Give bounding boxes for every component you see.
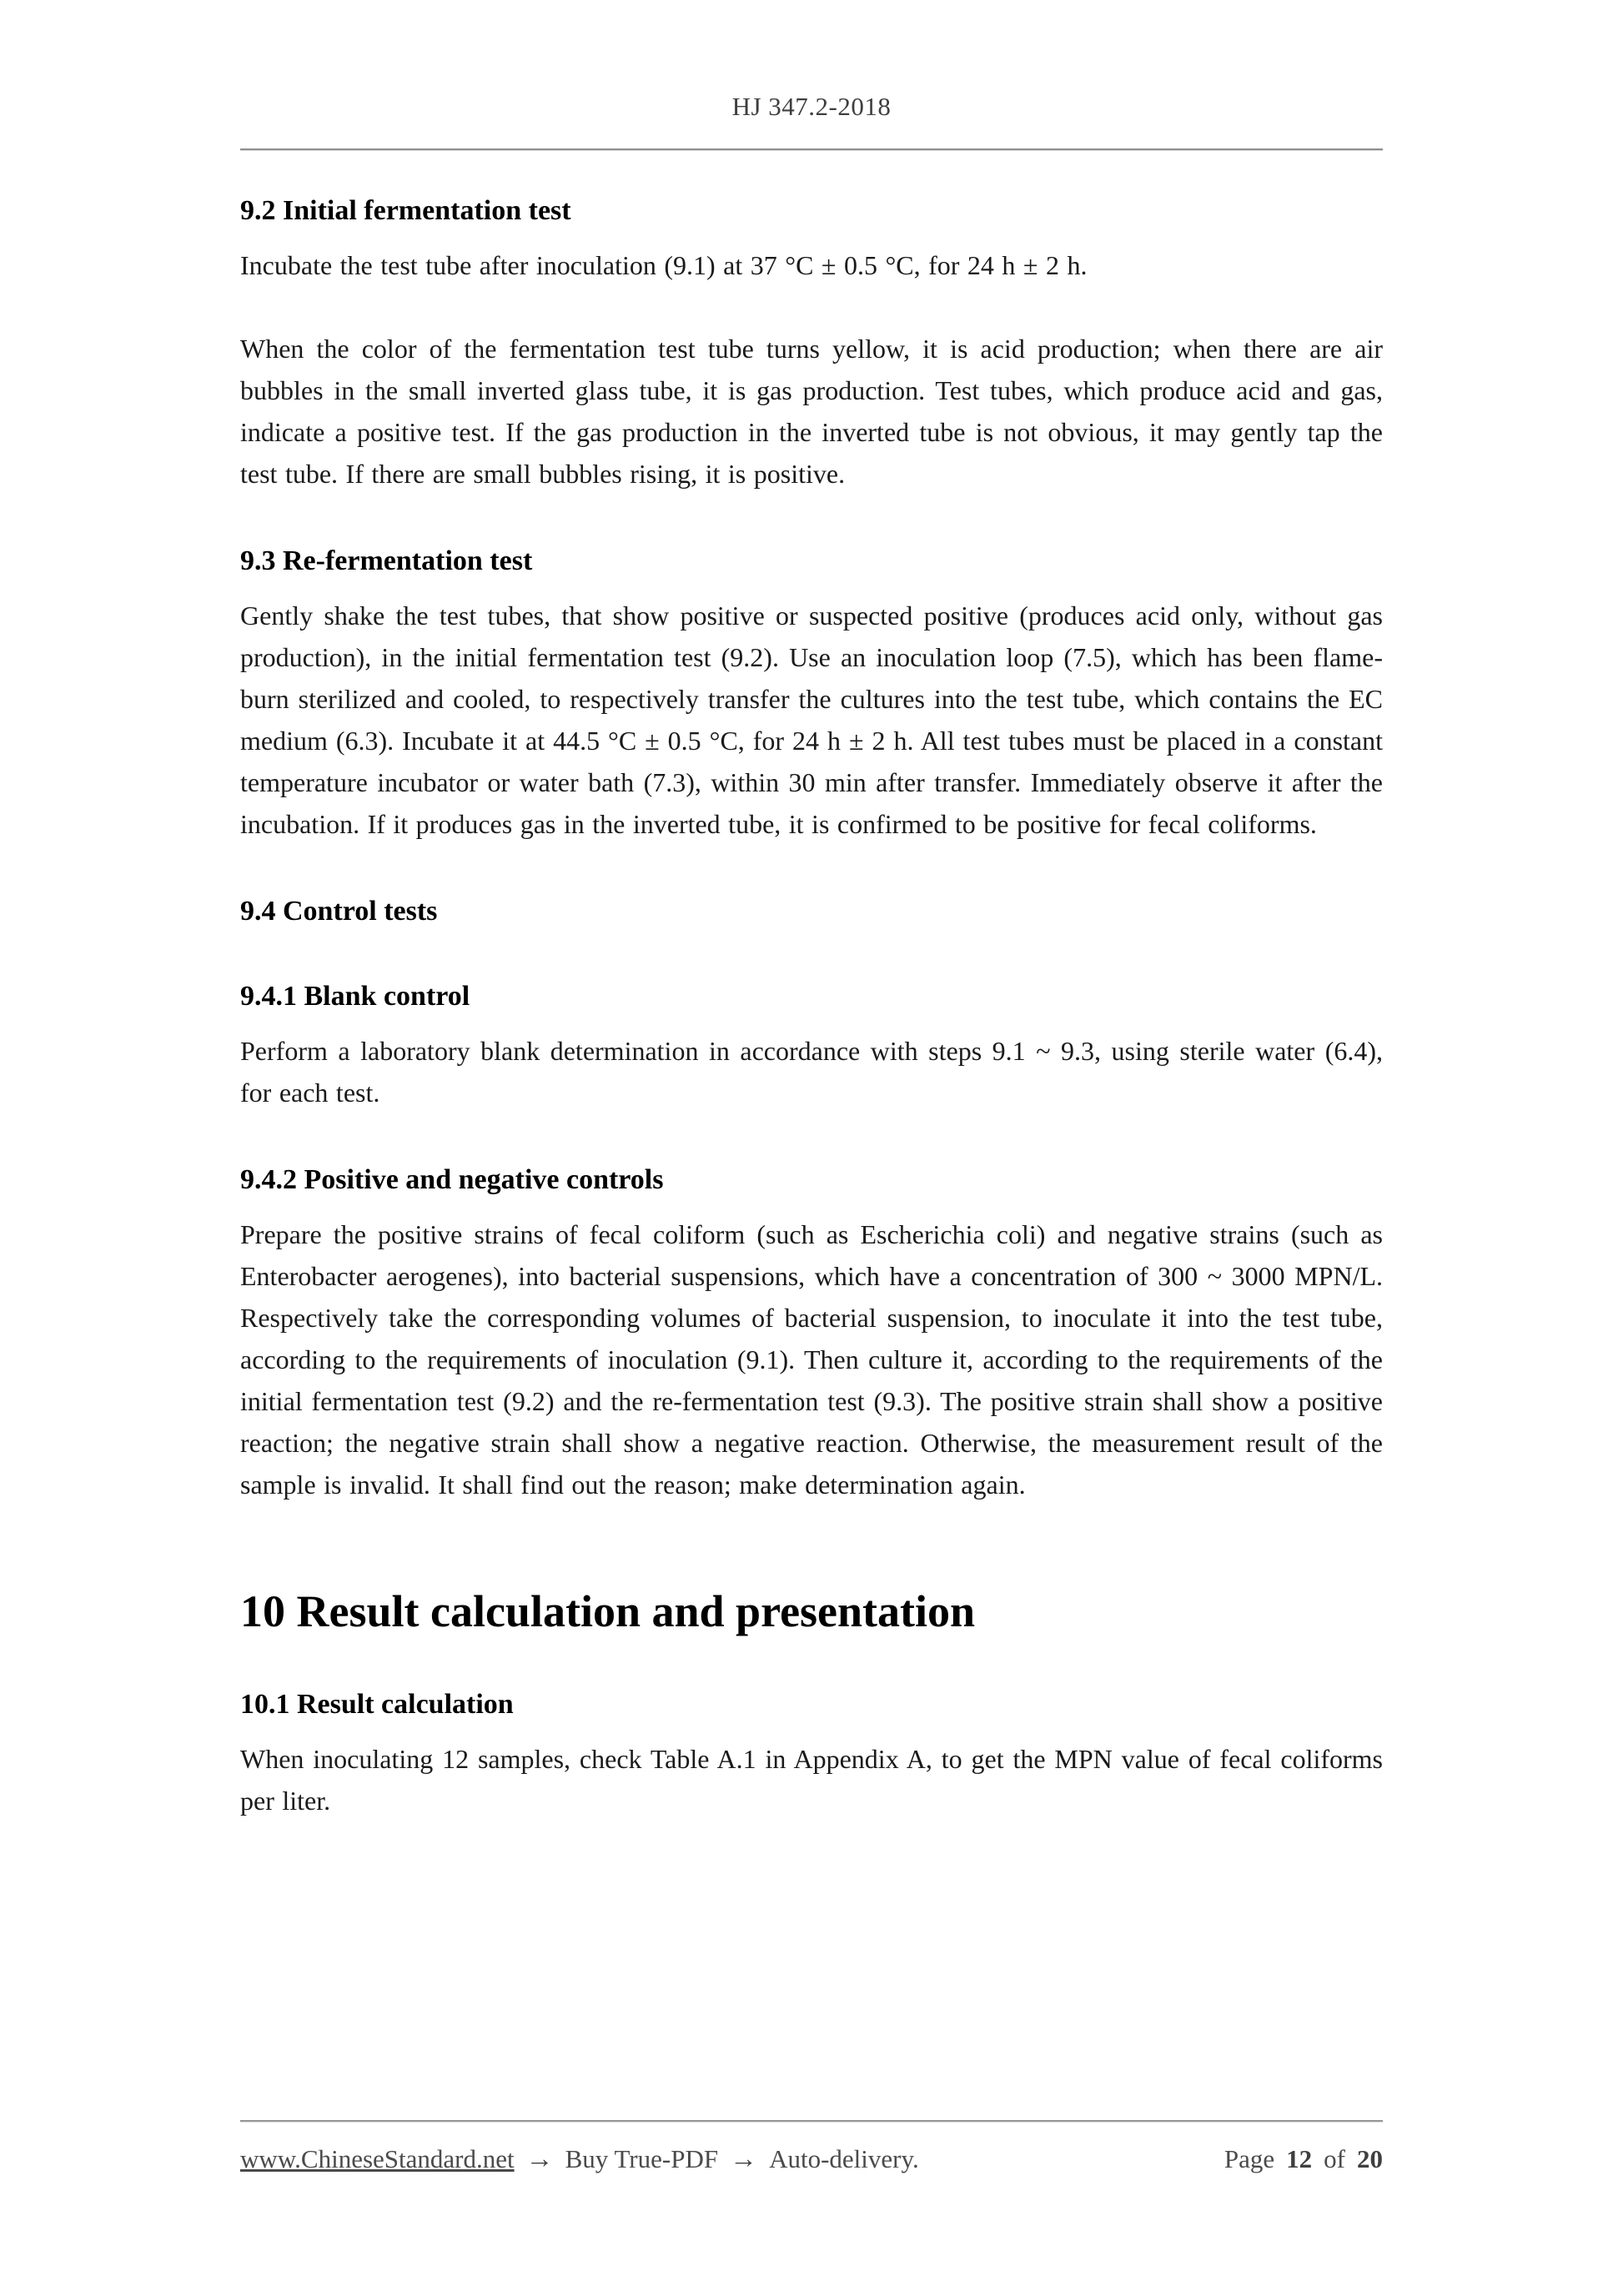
page-header — [240, 0, 1383, 122]
chapter-heading: 10 Result calculation and presentation — [240, 1586, 976, 1636]
footer-text-buy: Buy True-PDF — [565, 2144, 719, 2173]
paragraph: Perform a laboratory blank determination in accordance with steps 9.1 ~ 9.3, using sterile water (6.4), for each test. — [240, 1036, 1383, 1108]
page-label: Page — [1224, 2144, 1275, 2173]
paragraph: Gently shake the test tubes, that show positive or suspected positive (produces acid only, without gas production), in the initial fermentation test (9.2). Use an inoculation loop (7.5), which has been flame-burn sterilized and cooled, to respectively transfer the cultures into the test tube, which contains the EC medium (6.3). Incubate it at 44.5 °C ± 0.5 °C, for 24 h ± 2 h. All test tubes must be placed in a constant temperature incubator or water bath (7.3), within 30 min after transfer. Immediately observe it after the incubation. If it produces gas in the inverted tube, it is confirmed to be positive for fecal coliforms. — [240, 600, 1383, 839]
section-heading: 9.4.1 Blank control — [240, 981, 470, 1012]
paragraph: Prepare the positive strains of fecal coliform (such as Escherichia coli) and negative strains (such as Enterobacter aerogenes), into bacterial suspensions, which have a concentration of 300 ~ 3000 MPN/L. Respectively take the corresponding volumes of bacterial suspension, to inoculate it into the test tube, according to the requirements of inoculation (9.1). Then culture it, according to the requirements of the initial fermentation test (9.2) and the re-fermentation test (9.3). The positive strain shall show a positive reaction; the negative strain shall show a negative reaction. Otherwise, the measurement result of the sample is invalid. It shall find out the reason; make determination again. — [240, 1219, 1383, 1500]
paragraph: When the color of the fermentation test tube turns yellow, it is acid production; when there are air bubbles in the small inverted glass tube, it is gas production. Test tubes, which produce acid and gas, indicate a positive test. If the gas production in the inverted tube is not obvious, it may gently tap the test tube. If there are small bubbles rising, it is positive. — [240, 334, 1383, 489]
page-indicator — [1224, 2144, 1383, 2174]
section-heading: 9.4.2 Positive and negative controls — [240, 1164, 664, 1195]
page-of-label: of — [1324, 2144, 1345, 2173]
doc-number: HJ 347.2-2018 — [731, 92, 892, 121]
page-footer — [240, 2120, 1383, 2175]
header-rule — [240, 148, 1383, 151]
document-body — [240, 193, 1383, 1821]
section-heading: 9.2 Initial fermentation test — [240, 195, 571, 226]
paragraph: When inoculating 12 samples, check Table A.1 in Appendix A, to get the MPN value of fecal coliforms per liter. — [240, 1744, 1383, 1816]
page-number-current: 12 — [1286, 2144, 1313, 2173]
footer-info — [240, 2144, 919, 2175]
section-heading: 9.3 Re-fermentation test — [240, 545, 533, 576]
footer-rule — [240, 2120, 1383, 2123]
right-arrow-icon: → — [730, 2144, 758, 2174]
paragraph: Incubate the test tube after inoculation (9.1) at 37 °C ± 0.5 °C, for 24 h ± 2 h. — [240, 250, 1088, 280]
footer-text-delivery: Auto-delivery. — [769, 2144, 919, 2173]
section-heading: 9.4 Control tests — [240, 896, 438, 927]
right-arrow-icon: → — [525, 2144, 554, 2174]
section-heading: 10.1 Result calculation — [240, 1689, 514, 1720]
page-number-total: 20 — [1357, 2144, 1383, 2173]
footer-link-website[interactable]: www.ChineseStandard.net — [240, 2144, 515, 2173]
